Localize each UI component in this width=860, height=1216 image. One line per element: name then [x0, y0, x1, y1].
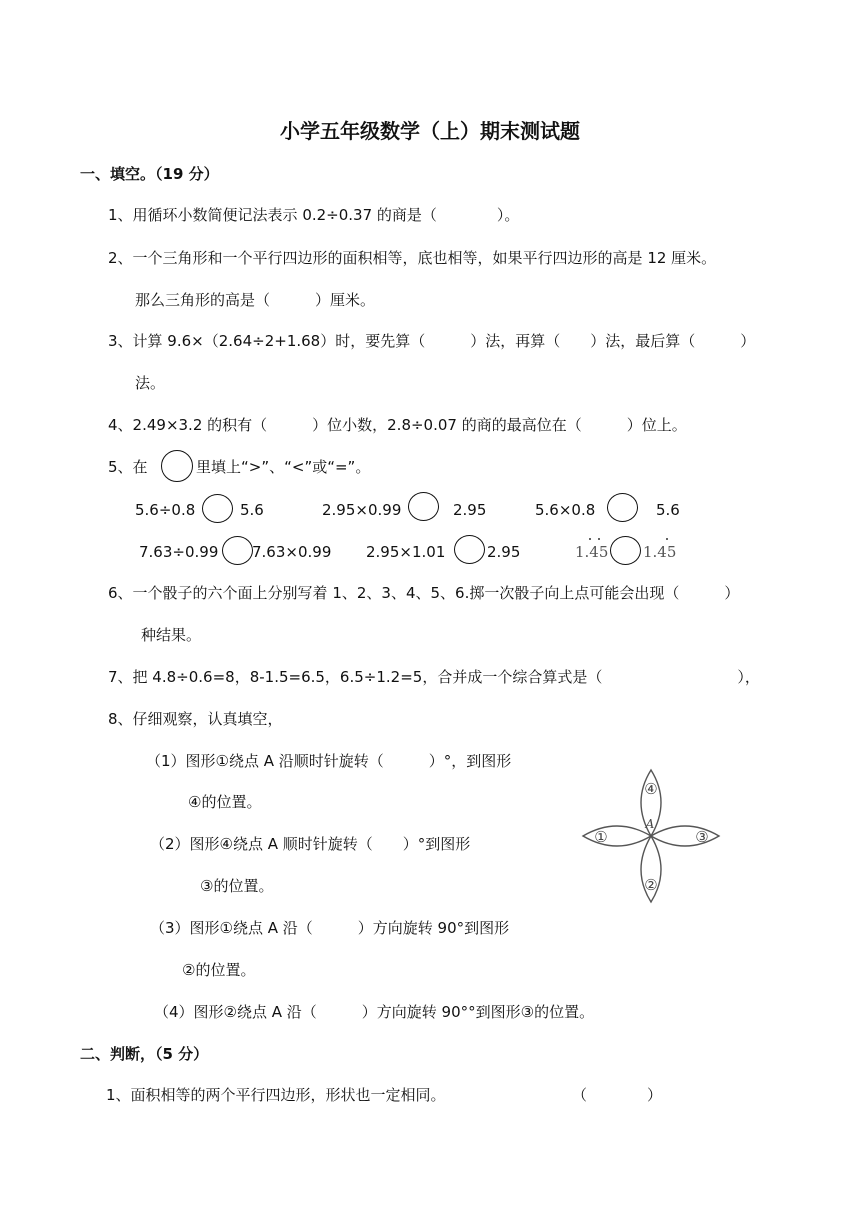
- compare-circle-4[interactable]: [222, 536, 253, 565]
- question-7: 7、把 4.8÷0.6=8，8-1.5=6.5，6.5÷1.2=5，合并成一个综合算式是（ ），: [108, 668, 760, 686]
- judge-answer-blank: （ ）: [572, 1086, 663, 1104]
- question-3-line-2: 法。: [135, 374, 166, 392]
- question-6-line-2: 种结果。: [141, 626, 202, 644]
- figure-label-bottom: ②: [644, 876, 658, 894]
- repeat-dot-icon: [589, 538, 591, 540]
- question-3-line-1: 3、计算 9.6×（2.64÷2+1.68）时，要先算（ ）法，再算（ ）法，最后算（ ）: [108, 332, 756, 350]
- compare-left-4: 7.63÷0.99: [139, 543, 219, 561]
- question-8-3-line-1: （3）图形①绕点 A 沿（ ）方向旋转 90°到图形: [150, 919, 510, 937]
- question-8-1-line-1: （1）图形①绕点 A 沿顺时针旋转（ ）°，到图形: [146, 752, 512, 770]
- compare-circle-2[interactable]: [408, 492, 439, 521]
- compare-right-3: 5.6: [656, 501, 680, 519]
- compare-circle-3[interactable]: [607, 493, 638, 522]
- question-8-4: （4）图形②绕点 A 沿（ ）方向旋转 90°°到图形③的位置。: [154, 1003, 595, 1021]
- question-8-3-line-2: ②的位置。: [182, 961, 256, 979]
- question-2-line-2: 那么三角形的高是（ ）厘米。: [135, 291, 376, 309]
- repeat-dot-icon: [666, 538, 668, 540]
- figure-point-a: A: [645, 817, 655, 831]
- compare-right-1: 5.6: [240, 501, 264, 519]
- compare-left-1: 5.6÷0.8: [135, 501, 196, 519]
- compare-left-2: 2.95×0.99: [322, 501, 402, 519]
- question-1: 1、用循环小数简便记法表示 0.2÷0.37 的商是（ ）。: [108, 206, 520, 224]
- section-1-heading: 一、填空。（19 分）: [80, 165, 219, 183]
- figure-label-top: ④: [644, 780, 658, 798]
- compare-circle-1[interactable]: [202, 494, 233, 523]
- question-8-2-line-1: （2）图形④绕点 A 顺时针旋转（ ）°到图形: [150, 835, 471, 853]
- question-8-1-line-2: ④的位置。: [188, 793, 262, 811]
- question-6-line-1: 6、一个骰子的六个面上分别写着 1、2、3、4、5、6.掷一次骰子向上点可能会出现（ ）: [108, 584, 740, 602]
- question-2-line-1: 2、一个三角形和一个平行四边形的面积相等，底也相等，如果平行四边形的高是 12 厘米。: [108, 249, 717, 267]
- repeating-decimal-left: 1.45: [575, 543, 609, 561]
- compare-right-4: 7.63×0.99: [252, 543, 332, 561]
- compare-circle-6[interactable]: [610, 536, 641, 565]
- question-4: 4、2.49×3.2 的积有（ ）位小数，2.8÷0.07 的商的最高位在（ ）位上。: [108, 416, 687, 434]
- compare-circle-5[interactable]: [454, 535, 485, 564]
- question-5-suffix: 里填上“>”、“<”或“=”。: [196, 458, 371, 476]
- question-8-2-line-2: ③的位置。: [200, 877, 274, 895]
- page-title: 小学五年级数学（上）期末测试题: [280, 119, 580, 143]
- figure-label-right: ③: [695, 828, 709, 846]
- judge-question-1: 1、面积相等的两个平行四边形，形状也一定相同。: [106, 1086, 446, 1104]
- question-5-prefix: 5、在: [108, 458, 148, 476]
- rotation-figure: [581, 766, 721, 906]
- compare-left-3: 5.6×0.8: [535, 501, 596, 519]
- repeat-dot-icon: [598, 538, 600, 540]
- compare-right-2: 2.95: [453, 501, 487, 519]
- figure-label-left: ①: [594, 828, 608, 846]
- compare-left-5: 2.95×1.01: [366, 543, 446, 561]
- compare-right-5: 2.95: [487, 543, 521, 561]
- section-2-heading: 二、判断，（5 分）: [80, 1045, 209, 1063]
- compare-circle-example: [161, 450, 193, 482]
- repeating-decimal-right: 1.45: [643, 543, 677, 561]
- question-8: 8、仔细观察，认真填空，: [108, 710, 283, 728]
